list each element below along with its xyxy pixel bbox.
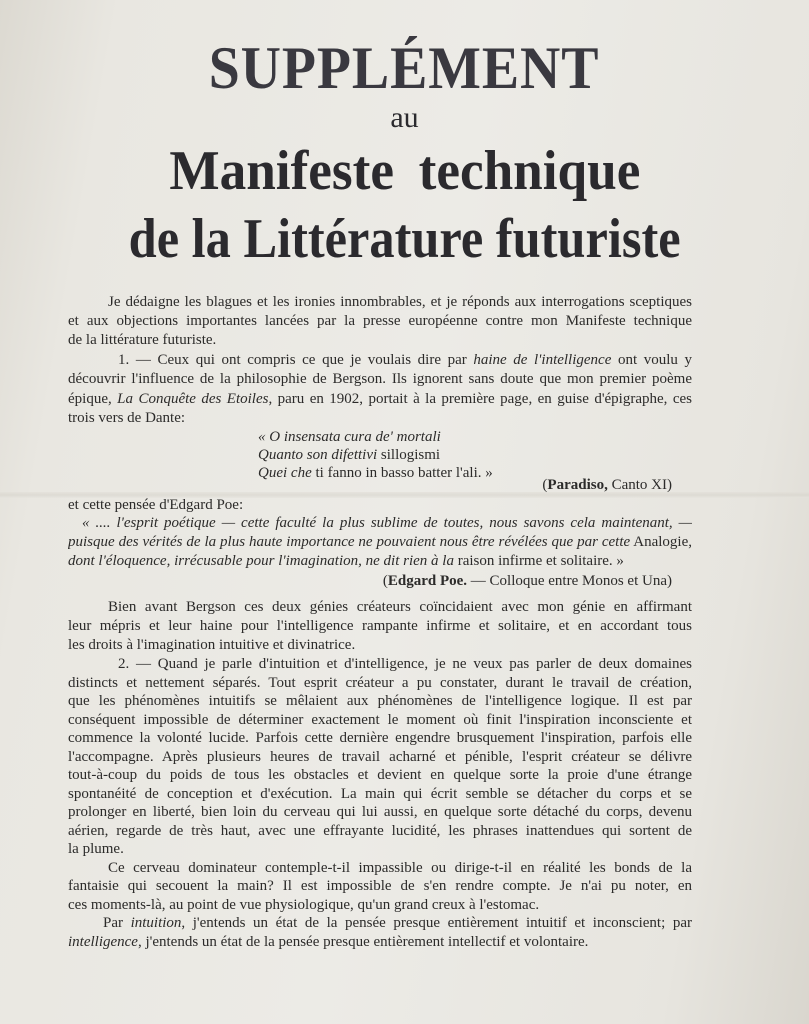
- text-segment: et aux objections importantes lancées par la presse européenne contre mon Manifeste technique: [68, 313, 692, 329]
- text-line: [68, 370, 692, 388]
- text-line: [68, 409, 692, 427]
- italic-text: dont l'éloquence, irrécusable pour l'imagination, ne dit rien à la: [68, 553, 454, 569]
- text-line: [68, 674, 692, 692]
- text-line: [68, 572, 672, 590]
- text-line: [68, 533, 692, 551]
- text-line: [258, 446, 692, 464]
- title-au: [0, 102, 809, 134]
- text-segment: Je dédaigne les blagues et les ironies innombrables, et je réponds aux interrogations sceptiques: [108, 294, 692, 310]
- text-line: [68, 748, 692, 766]
- text-segment: aérien, regarde de très haut, avec une effrayante lucidité, les phrases inattendues qui sortent de: [68, 823, 692, 839]
- text-segment: 2. — Quand je parle d'intuition et d'intelligence, je ne veux pas parler de deux domaines: [118, 656, 692, 672]
- bold-text: Edgard Poe.: [387, 573, 468, 589]
- text-segment: , j'entends un état de la pensée presque entièrement intellectif et volontaire.: [137, 934, 589, 950]
- text-segment: Canto XI): [607, 477, 672, 493]
- text-segment: spontanéité de conception et d'exécution. La main qui écrit semble se détacher du corps et se: [68, 786, 692, 802]
- text-line: [68, 496, 692, 514]
- text-segment: , j'entends un état de la pensée presque entièrement intuitif et inconscient; par: [181, 915, 692, 931]
- text-segment: trois vers de Dante:: [68, 410, 186, 426]
- text-line: [68, 476, 672, 494]
- text-segment: prolonger en liberté, bien loin du cerveau qui lui aussi, en quelque sorte détaché du corps, devenu: [68, 804, 692, 820]
- text-segment: ces moments-là, au point de vue physiologique, qu'un grand creux à l'estomac.: [68, 897, 540, 913]
- text-segment: Ce cerveau dominateur contemple-t-il impassible ou dirige-t-il en réalité les bonds de la: [108, 860, 692, 876]
- text-line: [108, 598, 692, 616]
- text-segment: sillogismi: [377, 447, 441, 463]
- text-segment: et cette pensée d'Edgard Poe:: [68, 497, 244, 513]
- text-segment: que les phénomènes intuitifs se mêlaient aux phénomènes de l'intelligence logique. Il est par: [68, 693, 692, 709]
- text-line: [68, 312, 692, 330]
- text-line: [68, 711, 692, 729]
- italic-text: Quei che: [258, 465, 312, 481]
- italic-text: haine de l'intelligence: [473, 352, 612, 368]
- text-segment: les droits à l'imagination intuitive et divinatrice.: [68, 637, 356, 653]
- text-line: [258, 428, 692, 446]
- italic-text: intuition: [130, 915, 182, 931]
- text-segment: , paru en 1902, portait à la première page, en guise d'épigraphe, ces: [268, 391, 692, 407]
- text-segment: ont voulu y: [611, 352, 692, 368]
- title-line-3: Manifeste technique: [169, 140, 640, 202]
- text-segment: ti fanno in basso batter l'ali. »: [311, 465, 493, 481]
- text-line: [68, 877, 692, 895]
- italic-text: La Conquête des Etoiles: [117, 391, 269, 407]
- text-line: [68, 331, 692, 349]
- text-segment: épique,: [68, 391, 118, 407]
- text-line: [68, 390, 692, 408]
- text-segment: découvrir l'influence de la philosophie de Bergson. Ils ignorent sans doute que mon premier poème: [68, 371, 692, 387]
- text-segment: conséquent impossible de déterminer exactement le moment où finit l'inspiration inconsciente et: [68, 712, 692, 728]
- italic-text: puisque des vérités de la plus haute importance ne pouvaient nous être révélées que par cette: [68, 534, 631, 550]
- italic-text: intelligence: [68, 934, 138, 950]
- text-line: [103, 914, 692, 932]
- text-segment: fantaisie qui secouent la main? Il est impossible de s'en rendre compte. Je n'ai pu noter, en: [68, 878, 692, 894]
- text-line: [108, 293, 692, 311]
- text-segment: (: [382, 573, 388, 589]
- italic-text: « .... l'esprit poétique — cette faculté la plus sublime de toutes, nous savons cela maintenant, —: [82, 515, 692, 531]
- text-segment: distincts et nettement séparés. Tout esprit créateur a pu constater, durant le travail de création,: [68, 675, 692, 691]
- title-line-4: de la Littérature futuriste: [128, 208, 681, 270]
- italic-text: « O insensata cura de' mortali: [258, 429, 441, 445]
- title-line-2: au: [390, 101, 419, 134]
- text-segment: Analogie,: [630, 534, 692, 550]
- text-segment: raison infirme et solitaire. »: [453, 553, 624, 569]
- text-segment: l'accompagne. Après plusieurs heures de travail acharné et pénible, l'esprit créateur se délivre: [68, 749, 692, 765]
- text-segment: la plume.: [68, 841, 124, 857]
- title-manifeste: [0, 140, 809, 202]
- text-line: [68, 692, 692, 710]
- title-line-1: SUPPLÉMENT: [209, 35, 600, 101]
- text-segment: Bien avant Bergson ces deux génies créateurs coïncidaient avec mon génie en affirmant: [108, 599, 692, 615]
- text-line: [68, 785, 692, 803]
- text-line: [118, 655, 692, 673]
- text-segment: (: [542, 477, 548, 493]
- text-line: [108, 859, 692, 877]
- text-segment: de la littérature futuriste.: [68, 332, 217, 348]
- text-segment: leur mépris et leur haine pour l'intelligence rampante infirme et solitaire, et en accordant tous: [68, 618, 692, 634]
- bold-text: Paradiso,: [547, 477, 608, 493]
- text-line: [68, 766, 692, 784]
- italic-text: Quanto son difettivi: [258, 447, 378, 463]
- text-segment: 1. — Ceux qui ont compris ce que je voulais dire par: [118, 352, 474, 368]
- text-segment: — Colloque entre Monos et Una): [467, 573, 672, 589]
- text-line: [68, 822, 692, 840]
- text-line: [118, 351, 692, 369]
- text-line: [82, 514, 692, 532]
- text-line: [68, 617, 692, 635]
- title-supplement: [0, 36, 809, 100]
- title-litterature: [0, 208, 809, 270]
- text-segment: Par: [103, 915, 131, 931]
- text-segment: commence la volonté lucide. Parfois cette dernière engendre brusquement l'inspiration, parfois elle: [68, 730, 692, 746]
- text-line: [68, 933, 692, 951]
- text-line: [68, 729, 692, 747]
- text-segment: tout-à-coup du poids de tous les obstacles et devient en quelque sorte la proie d'une étrange: [68, 767, 692, 783]
- text-line: [68, 840, 692, 858]
- text-line: [68, 896, 692, 914]
- text-line: [68, 636, 692, 654]
- text-line: [68, 552, 692, 570]
- text-line: [68, 803, 692, 821]
